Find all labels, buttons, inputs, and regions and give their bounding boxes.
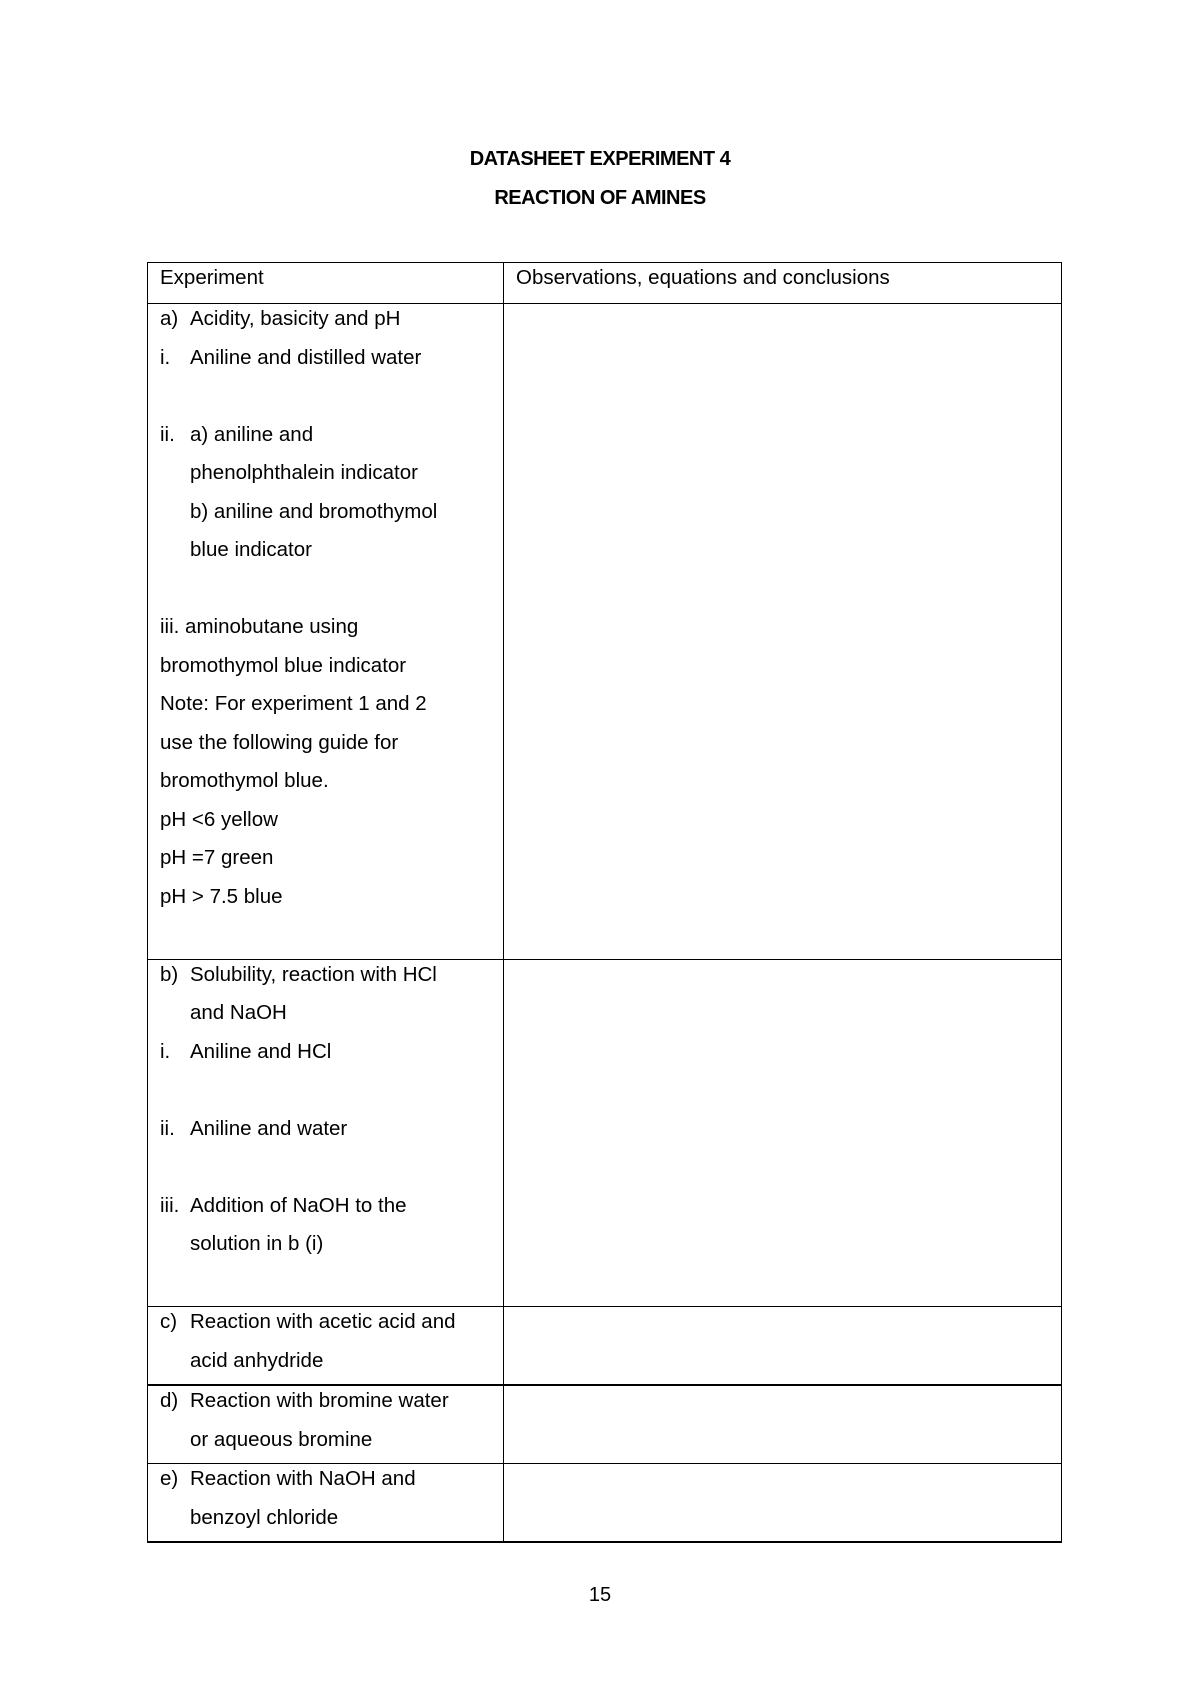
section-a-ii-b-line2: blue indicator	[190, 538, 312, 561]
section-e-line2: benzoyl chloride	[190, 1505, 339, 1529]
note-line3: bromothymol blue.	[160, 769, 329, 792]
ph-guide-blue: pH > 7.5 blue	[160, 884, 283, 908]
section-b-iii-line2: solution in b (i)	[190, 1232, 324, 1255]
section-b-heading-line1: Solubility, reaction with HCl	[190, 962, 437, 986]
section-d-label: d)	[160, 1389, 179, 1412]
table-header-row	[148, 263, 1062, 304]
section-b-label: b)	[160, 962, 179, 986]
header-observations: Observations, equations and conclusions	[516, 266, 890, 289]
section-b-experiment-cell	[148, 959, 504, 1307]
ph-guide-yellow: pH <6 yellow	[160, 807, 278, 831]
section-b-heading-line2: and NaOH	[190, 1001, 287, 1024]
section-b-i-text: Aniline and HCl	[190, 1039, 332, 1063]
header-experiment: Experiment	[160, 266, 264, 289]
section-b-iii-line1: Addition of NaOH to the	[190, 1193, 407, 1217]
page-number: 15	[588, 1584, 612, 1606]
section-a-observations-cell	[504, 304, 1062, 960]
section-c-experiment-cell	[148, 1307, 504, 1386]
section-b-observations-cell	[504, 959, 1062, 1307]
section-e-experiment-cell	[148, 1464, 504, 1543]
section-c-observations-cell	[504, 1307, 1062, 1386]
section-d-experiment-cell	[148, 1385, 504, 1464]
section-e-row	[148, 1464, 1062, 1543]
section-a-ii-b-line1: b) aniline and bromothymol	[190, 499, 438, 523]
header-experiment-cell	[148, 263, 504, 304]
section-c-line2: acid anhydride	[190, 1348, 324, 1372]
section-a-label: a)	[160, 307, 179, 330]
note-line1: Note: For experiment 1 and 2	[160, 692, 427, 715]
section-b-ii-text: Aniline and water	[190, 1116, 348, 1140]
section-a-heading: Acidity, basicity and pH	[190, 307, 401, 330]
section-c-label: c)	[160, 1310, 178, 1333]
section-a-ii-a-line2: phenolphthalein indicator	[190, 461, 418, 484]
section-a-ii-label: ii.	[160, 422, 175, 446]
section-a-row	[148, 304, 1062, 960]
section-d-row	[148, 1385, 1062, 1464]
section-a-experiment-cell	[148, 304, 504, 960]
title-line-2: REACTION OF AMINES	[494, 187, 706, 209]
section-a-i-text: Aniline and distilled water	[190, 345, 422, 369]
section-c-line1: Reaction with acetic acid and	[190, 1310, 456, 1333]
header-observations-cell	[504, 263, 1062, 304]
section-a-iii-line2: bromothymol blue indicator	[160, 653, 407, 677]
section-a-i-label: i.	[160, 345, 171, 369]
section-b-i-label: i.	[160, 1039, 171, 1063]
section-e-observations-cell	[504, 1464, 1062, 1543]
section-d-line2: or aqueous bromine	[190, 1427, 373, 1451]
section-e-label: e)	[160, 1467, 179, 1490]
section-c-row	[148, 1307, 1062, 1386]
title-line-1: DATASHEET EXPERIMENT 4	[469, 148, 731, 170]
section-b-iii-label: iii.	[160, 1193, 180, 1217]
section-e-line1: Reaction with NaOH and	[190, 1467, 416, 1490]
section-d-observations-cell	[504, 1385, 1062, 1464]
datasheet-table	[147, 262, 1062, 1543]
section-d-line1: Reaction with bromine water	[190, 1389, 449, 1412]
section-a-ii-a-line1: a) aniline and	[190, 422, 314, 446]
note-line2: use the following guide for	[160, 730, 399, 754]
section-b-row	[148, 959, 1062, 1307]
section-b-ii-label: ii.	[160, 1116, 175, 1140]
ph-guide-green: pH =7 green	[160, 846, 274, 869]
section-a-iii-line1: iii. aminobutane using	[160, 615, 359, 638]
